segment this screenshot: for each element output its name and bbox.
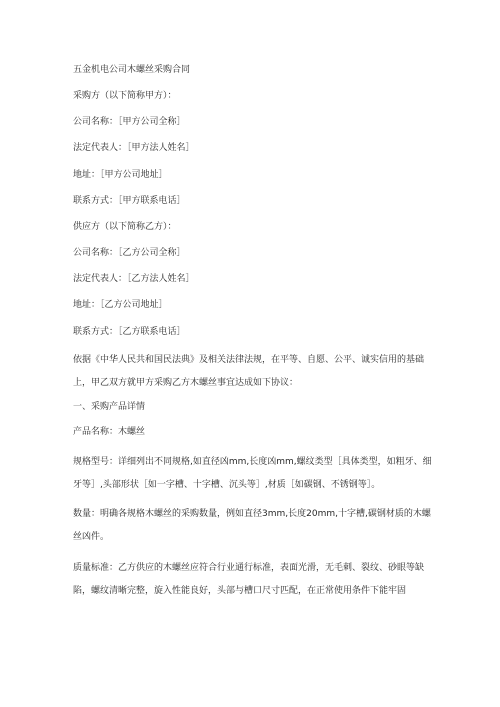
seller-address: 地址：［乙方公司地址］ <box>73 300 168 310</box>
quality-paragraph: 质量标准：乙方供应的木螺丝应符合行业通行标准，表面光滑，无毛刺、裂纹、砂眼等缺陷，螺纹清晰完整，旋入性能良好，头部与槽口尺寸匹配，在正常使用条件下能牢固 <box>73 563 425 596</box>
spec-paragraph: 规格型号：详细列出不同规格,如直径凶mm,长度凶mm,螺纹类型［具体类型，如粗牙、细牙等］,头部形状［如一字槽、十字槽、沉头等］,材质［如碳钢、不锈钢等］。 <box>73 457 432 490</box>
seller-representative: 法定代表人：［乙方法人姓名］ <box>73 274 195 284</box>
seller-name: 公司名称：［乙方公司全称］ <box>73 248 186 258</box>
buyer-contact: 联系方式：［甲方联系电话］ <box>73 196 186 206</box>
product-name: 产品名称：木螺丝 <box>73 427 146 437</box>
buyer-address: 地址：［甲方公司地址］ <box>73 170 168 180</box>
contract-body <box>73 64 433 603</box>
buyer-header: 采购方（以下简称甲方）： <box>73 91 177 101</box>
document-title: 五金机电公司木螺丝采购合同 <box>73 65 191 75</box>
seller-header: 供应方（以下简称乙方）： <box>73 222 177 232</box>
seller-contact: 联系方式：［乙方联系电话］ <box>73 327 186 337</box>
preamble-paragraph: 依据《中华人民共和国民法典》及相关法律法规，在平等、自愿、公平、诚实信用的基础上，甲乙双方就甲方采购乙方木螺丝事宜达成如下协议： <box>73 355 425 388</box>
section-title: 一、采购产品详情 <box>73 402 146 412</box>
buyer-name: 公司名称：［甲方公司全称］ <box>73 117 186 127</box>
buyer-representative: 法定代表人：［甲方法人姓名］ <box>73 143 195 153</box>
quantity-paragraph: 数量：明确各规格木螺丝的采购数量，例如直径3mm,长度20mm,十字槽,碳钢材质的木螺丝凶件。 <box>73 509 431 542</box>
